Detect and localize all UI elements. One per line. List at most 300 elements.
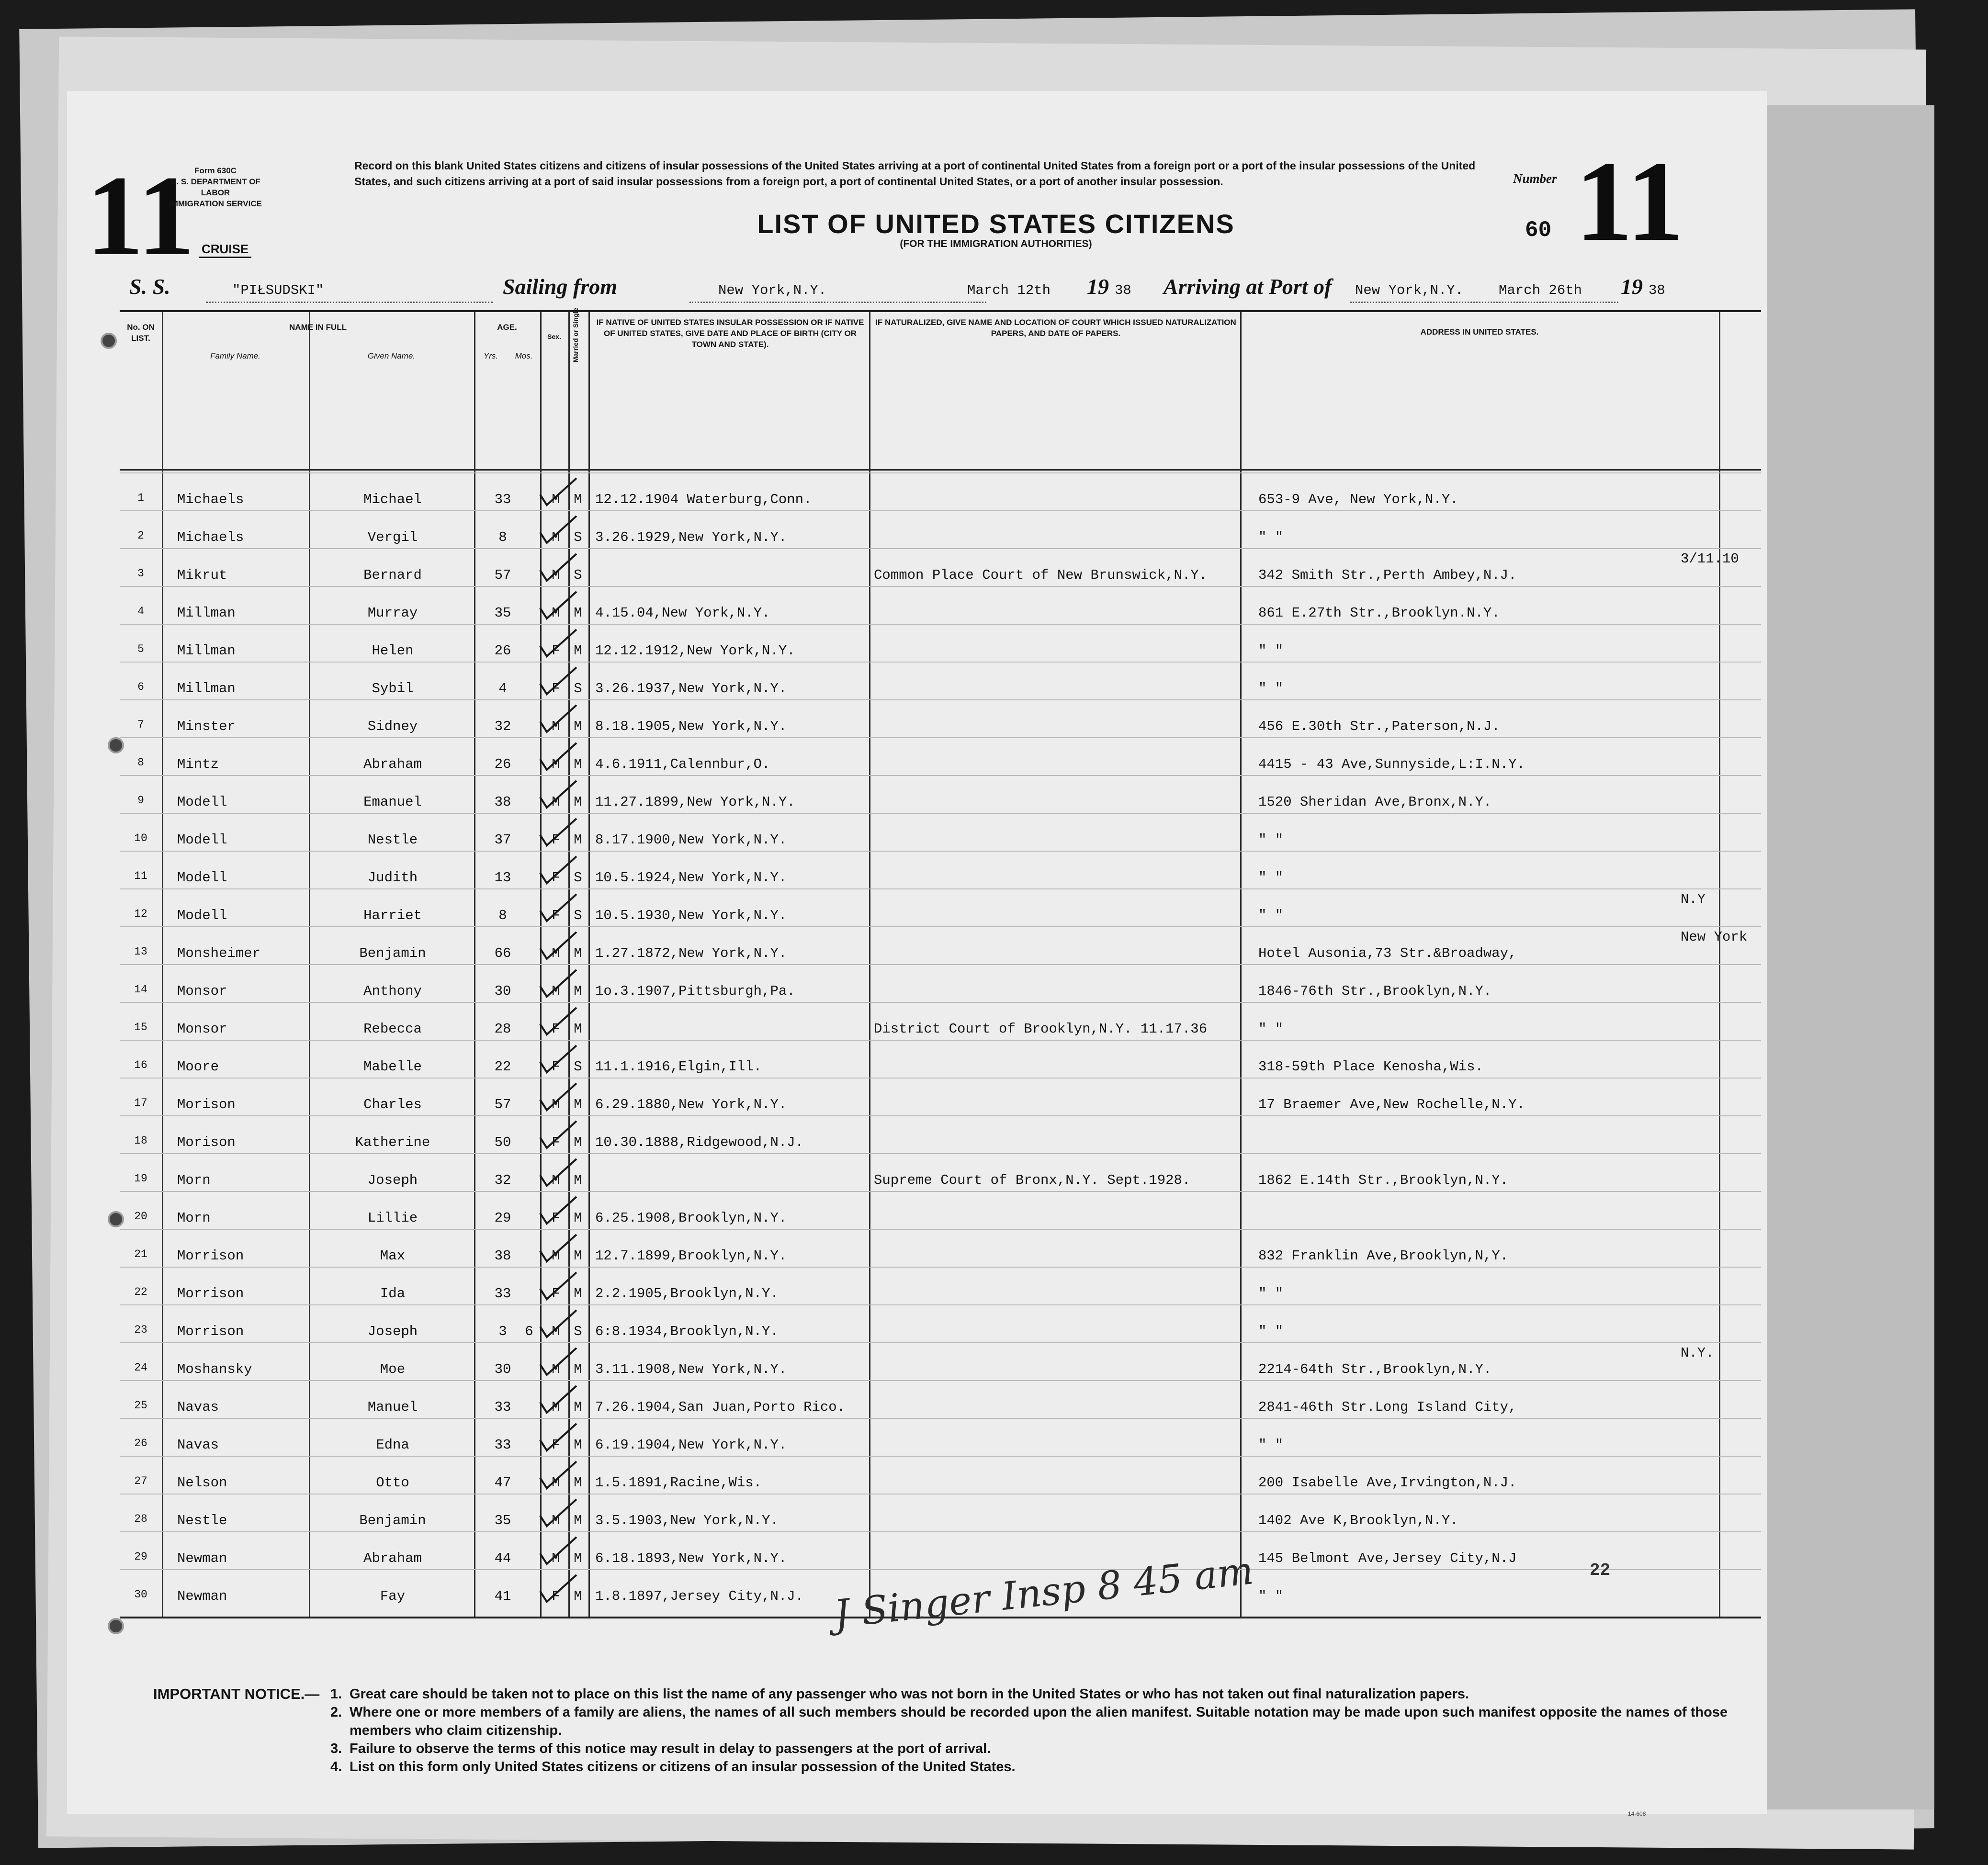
birth-info: 11.1.1916,Elgin,Ill.	[595, 1059, 762, 1075]
us-address: 342 Smith Str.,Perth Ambey,N.J.	[1258, 567, 1517, 583]
table-row	[120, 1380, 1761, 1418]
row-number: 8	[137, 756, 144, 769]
sex: M	[552, 794, 560, 810]
us-address: " "	[1258, 1021, 1284, 1037]
us-address: 861 E.27th Str.,Brooklyn.N.Y.	[1258, 605, 1500, 621]
age-years: 57	[494, 1097, 511, 1112]
given-name: Mabelle	[363, 1059, 422, 1075]
family-name: Navas	[177, 1399, 219, 1415]
sailing-date: March 12th	[967, 282, 1051, 298]
marital-status: M	[574, 1248, 582, 1264]
age-years: 41	[494, 1588, 511, 1604]
sex: M	[552, 1324, 560, 1339]
page-title: LIST OF UNITED STATES CITIZENS	[757, 209, 1235, 239]
table-row	[120, 1229, 1761, 1267]
notice-item-number: 1.	[330, 1686, 342, 1702]
given-name: Benjamin	[359, 945, 426, 961]
family-name: Michaels	[177, 529, 244, 545]
sex: M	[552, 719, 560, 734]
row-number: 10	[134, 832, 147, 844]
us-address: 1402 Ave K,Brooklyn,N.Y.	[1258, 1513, 1458, 1528]
table-row	[120, 1191, 1761, 1229]
birth-info: 10.5.1924,New York,N.Y.	[595, 870, 787, 886]
marital-status: M	[574, 1475, 582, 1491]
us-address: " "	[1258, 1324, 1284, 1339]
manifest-sheet	[67, 91, 1767, 1817]
birth-info: 7.26.1904,San Juan,Porto Rico.	[595, 1399, 846, 1415]
family-name: Moore	[177, 1059, 219, 1075]
family-name: Newman	[177, 1550, 227, 1566]
age-years: 38	[494, 794, 511, 810]
table-row	[120, 586, 1761, 624]
us-address: 2841-46th Str.Long Island City,	[1258, 1399, 1517, 1415]
table-row	[120, 1115, 1761, 1153]
sex: F	[552, 1286, 560, 1302]
given-name: Harriet	[363, 908, 422, 923]
given-name: Bernard	[363, 567, 422, 583]
passenger-table	[120, 307, 1761, 1618]
header-sex: Sex.	[547, 333, 561, 340]
table-row	[120, 548, 1761, 586]
us-address: 1846-76th Str.,Brooklyn,N.Y.	[1258, 983, 1492, 999]
table-row	[120, 1267, 1761, 1304]
margin-note: N.Y.	[1681, 1345, 1714, 1361]
family-name: Millman	[177, 681, 236, 697]
us-address: " "	[1258, 681, 1284, 697]
marital-status: M	[574, 983, 582, 999]
sailing-year-prefix: 19	[1087, 274, 1109, 299]
table-row	[120, 1342, 1761, 1380]
punch-hole	[108, 737, 124, 753]
age-years: 30	[494, 1361, 511, 1377]
row-number: 1	[137, 492, 144, 504]
table-row	[120, 1078, 1761, 1115]
age-years: 30	[494, 983, 511, 999]
birth-info: 1.5.1891,Racine,Wis.	[595, 1475, 762, 1491]
given-name: Edna	[376, 1437, 409, 1453]
sex: M	[552, 1172, 560, 1188]
marital-status: S	[574, 1059, 582, 1075]
notice-item	[330, 1685, 1762, 1703]
sex: M	[552, 1399, 560, 1415]
marital-status: M	[574, 1210, 582, 1226]
age-years: 33	[494, 492, 511, 507]
header-mos: Mos.	[515, 351, 533, 360]
age-years: 33	[494, 1286, 511, 1302]
us-address: " "	[1258, 908, 1284, 923]
row-number: 14	[134, 983, 147, 996]
table-row	[120, 699, 1761, 737]
sex: F	[552, 908, 560, 923]
tally-mark: 22	[1590, 1561, 1611, 1580]
family-name: Morison	[177, 1097, 236, 1112]
us-address: " "	[1258, 870, 1284, 886]
header-divider	[120, 469, 1761, 471]
given-name: Helen	[372, 643, 414, 659]
row-number: 19	[134, 1172, 147, 1185]
sex: F	[552, 1210, 560, 1226]
sailing-underline	[689, 302, 986, 303]
inspector-signature: J Singer Insp 8 45 am	[832, 1548, 1256, 1637]
given-name: Otto	[376, 1475, 409, 1491]
marital-status: S	[574, 529, 582, 545]
birth-info: 6:8.1934,Brooklyn,N.Y.	[595, 1324, 779, 1339]
birth-info: 3.26.1937,New York,N.Y.	[595, 681, 787, 697]
birth-info: 6.18.1893,New York,N.Y.	[595, 1550, 787, 1566]
marital-status: M	[574, 1588, 582, 1604]
row-number: 25	[134, 1399, 147, 1412]
family-name: Mikrut	[177, 567, 227, 583]
table-row	[120, 1153, 1761, 1191]
family-name: Moshansky	[177, 1361, 252, 1377]
given-name: Anthony	[363, 983, 422, 999]
form-code: 14-608	[1628, 1810, 1646, 1817]
given-name: Moe	[380, 1361, 406, 1377]
table-row	[120, 662, 1761, 699]
row-number: 9	[137, 794, 144, 807]
age-years: 66	[494, 945, 511, 961]
us-address: 1862 E.14th Str.,Brooklyn,N.Y.	[1258, 1172, 1509, 1188]
sex: M	[552, 756, 560, 772]
birth-info: 10.5.1930,New York,N.Y.	[595, 908, 787, 923]
marital-status: S	[574, 567, 582, 583]
marital-status: M	[574, 1550, 582, 1566]
us-address: 1520 Sheridan Ave,Bronx,N.Y.	[1258, 794, 1492, 810]
arriving-year: 38	[1649, 282, 1665, 298]
ss-label: S. S.	[129, 274, 170, 299]
margin-note: N.Y	[1681, 891, 1706, 907]
us-address: " "	[1258, 1437, 1284, 1453]
age-years: 13	[494, 870, 511, 886]
table-row	[120, 813, 1761, 851]
sex: F	[552, 1059, 560, 1075]
age-years: 38	[494, 1248, 511, 1264]
sex: M	[552, 1550, 560, 1566]
cruise-label: CRUISE	[199, 242, 251, 258]
table-row	[120, 1456, 1761, 1494]
row-number: 18	[134, 1135, 147, 1147]
family-name: Morison	[177, 1135, 236, 1150]
age-years: 44	[494, 1550, 511, 1566]
notice-item	[330, 1740, 1762, 1758]
marital-status: M	[574, 605, 582, 621]
page-subtitle: (FOR THE IMMIGRATION AUTHORITIES)	[900, 238, 1092, 249]
given-name: Sybil	[372, 681, 414, 697]
notice-item	[330, 1703, 1762, 1740]
age-years: 26	[494, 643, 511, 659]
age-years: 8	[498, 908, 507, 923]
table-row	[120, 851, 1761, 888]
table-row	[120, 888, 1761, 926]
age-years: 28	[494, 1021, 511, 1037]
family-name: Navas	[177, 1437, 219, 1453]
sex: M	[552, 1513, 560, 1528]
marital-status: M	[574, 492, 582, 507]
given-name: Abraham	[363, 756, 422, 772]
age-years: 8	[498, 529, 507, 545]
arriving-underline	[1350, 302, 1618, 303]
table-row	[120, 775, 1761, 813]
us-address: " "	[1258, 643, 1284, 659]
punch-hole	[101, 333, 117, 349]
punch-hole	[108, 1618, 124, 1634]
age-years: 37	[494, 832, 511, 848]
given-name: Emanuel	[363, 794, 422, 810]
family-name: Millman	[177, 605, 236, 621]
sex: F	[552, 1437, 560, 1453]
row-number: 26	[134, 1437, 147, 1449]
us-address: 4415 - 43 Ave,Sunnyside,L:I.N.Y.	[1258, 756, 1525, 772]
header-birth: IF NATIVE OF UNITED STATES INSULAR POSSESSION OR IF NATIVE OF UNITED STATES, GIVE DATE AND PLACE OF BIRTH (CITY OR TOWN AND STATE).	[596, 318, 864, 349]
family-name: Monsor	[177, 983, 227, 999]
header-no-on-list: No. ON LIST.	[127, 323, 155, 343]
table-row	[120, 624, 1761, 662]
us-address: 318-59th Place Kenosha,Wis.	[1258, 1059, 1483, 1075]
sex: F	[552, 1135, 560, 1150]
row-number: 15	[134, 1021, 147, 1034]
marital-status: S	[574, 681, 582, 697]
birth-info: 1.8.1897,Jersey City,N.J.	[595, 1588, 804, 1604]
row-number: 11	[134, 870, 147, 882]
sheet-mark-right: 11	[1575, 137, 1684, 265]
header-naturalized: IF NATURALIZED, GIVE NAME AND LOCATION OF COURT WHICH ISSUED NATURALIZATION PAPERS, AND DATE OF PAPERS.	[875, 318, 1236, 338]
sex: M	[552, 1097, 560, 1112]
table-row	[120, 1040, 1761, 1078]
row-number: 20	[134, 1210, 147, 1223]
us-address: 200 Isabelle Ave,Irvington,N.J.	[1258, 1475, 1517, 1491]
us-address: 653-9 Ave, New York,N.Y.	[1258, 492, 1458, 507]
family-name: Newman	[177, 1588, 227, 1604]
birth-info: 1.27.1872,New York,N.Y.	[595, 945, 787, 961]
naturalization-info: District Court of Brooklyn,N.Y. 11.17.36	[874, 1021, 1208, 1037]
table-row	[120, 737, 1761, 775]
birth-info: 12.12.1904 Waterburg,Conn.	[595, 492, 812, 507]
notice-item-text: Failure to observe the terms of this notice may result in delay to passengers at the port of arrival.	[350, 1741, 991, 1756]
header-family-name: Family Name.	[210, 351, 260, 360]
marital-status: S	[574, 1324, 582, 1339]
notice-items	[330, 1685, 1762, 1776]
row-number: 29	[134, 1550, 147, 1563]
sex: M	[552, 1361, 560, 1377]
table-row	[120, 1418, 1761, 1456]
notice-item-number: 4.	[330, 1759, 342, 1775]
sex: F	[552, 681, 560, 697]
family-name: Monsheimer	[177, 945, 261, 961]
age-years: 47	[494, 1475, 511, 1491]
marital-status: M	[574, 643, 582, 659]
age-years: 33	[494, 1437, 511, 1453]
sailing-label: Sailing from	[503, 274, 618, 299]
marital-status: M	[574, 1513, 582, 1528]
birth-info: 6.25.1908,Brooklyn,N.Y.	[595, 1210, 787, 1226]
sex: F	[552, 643, 560, 659]
family-name: Michaels	[177, 492, 244, 507]
family-name: Nestle	[177, 1513, 227, 1528]
form-number: Form 630C	[194, 166, 237, 175]
sailing-from: New York,N.Y.	[718, 282, 827, 298]
given-name: Benjamin	[359, 1513, 426, 1528]
sex: M	[552, 605, 560, 621]
table-row	[120, 1494, 1761, 1531]
row-number: 22	[134, 1286, 147, 1298]
table-row	[120, 510, 1761, 548]
family-name: Morrison	[177, 1324, 244, 1339]
row-number: 17	[134, 1097, 147, 1109]
birth-info: 12.12.1912,New York,N.Y.	[595, 643, 795, 659]
age-years: 35	[494, 605, 511, 621]
birth-info: 3.26.1929,New York,N.Y.	[595, 529, 787, 545]
arriving-port: New York,N.Y.	[1355, 282, 1464, 298]
voyage-line	[129, 268, 1757, 306]
age-years: 32	[494, 1172, 511, 1188]
given-name: Vergil	[367, 529, 418, 545]
header-given-name: Given Name.	[367, 351, 416, 360]
family-name: Morrison	[177, 1286, 244, 1302]
us-address: 456 E.30th Str.,Paterson,N.J.	[1258, 719, 1500, 734]
arriving-label: Arriving at Port of	[1163, 274, 1332, 299]
family-name: Modell	[177, 908, 227, 923]
row-number: 30	[134, 1588, 147, 1601]
marital-status: M	[574, 1021, 582, 1037]
service-name: IMMIGRATION SERVICE	[169, 199, 262, 208]
sex: F	[552, 870, 560, 886]
row-number: 7	[137, 719, 144, 731]
age-years: 57	[494, 567, 511, 583]
birth-info: 6.19.1904,New York,N.Y.	[595, 1437, 787, 1453]
age-years: 35	[494, 1513, 511, 1528]
family-name: Modell	[177, 870, 227, 886]
given-name: Lillie	[367, 1210, 418, 1226]
given-name: Abraham	[363, 1550, 422, 1566]
us-address: " "	[1258, 1588, 1284, 1604]
notice-item-text: List on this form only United States citizens or citizens of an insular possession of the United States.	[350, 1759, 1016, 1775]
table-row	[120, 964, 1761, 1002]
margin-note: 3/11.10	[1681, 551, 1739, 567]
marital-status: M	[574, 756, 582, 772]
birth-info: 1o.3.1907,Pittsburgh,Pa.	[595, 983, 795, 999]
sex: F	[552, 1021, 560, 1037]
row-number: 23	[134, 1324, 147, 1336]
family-name: Nelson	[177, 1475, 227, 1491]
marital-status: M	[574, 1097, 582, 1112]
sex: M	[552, 983, 560, 999]
family-name: Mintz	[177, 756, 219, 772]
header-age: AGE.	[497, 323, 517, 332]
age-years: 4	[498, 681, 507, 697]
given-name: Joseph	[367, 1324, 418, 1339]
us-address: " "	[1258, 529, 1284, 545]
given-name: Joseph	[367, 1172, 418, 1188]
age-years: 33	[494, 1399, 511, 1415]
marital-status: M	[574, 945, 582, 961]
birth-info: 8.17.1900,New York,N.Y.	[595, 832, 787, 848]
row-number: 4	[137, 605, 144, 618]
us-address: " "	[1258, 1286, 1284, 1302]
sex: M	[552, 1475, 560, 1491]
arriving-date: March 26th	[1499, 282, 1582, 298]
table-row	[120, 1002, 1761, 1040]
age-years: 26	[494, 756, 511, 772]
marital-status: S	[574, 870, 582, 886]
given-name: Fay	[380, 1588, 406, 1604]
birth-info: 8.18.1905,New York,N.Y.	[595, 719, 787, 734]
given-name: Manuel	[367, 1399, 418, 1415]
family-name: Morn	[177, 1210, 211, 1226]
table-row	[120, 1531, 1761, 1569]
given-name: Max	[380, 1248, 406, 1264]
marital-status: M	[574, 1172, 582, 1188]
marital-status: M	[574, 1399, 582, 1415]
table-row	[120, 1304, 1761, 1342]
naturalization-info: Supreme Court of Bronx,N.Y. Sept.1928.	[874, 1172, 1191, 1188]
sex: M	[552, 945, 560, 961]
sheet-mark-left: 11	[86, 152, 195, 279]
row-number: 24	[134, 1361, 147, 1374]
given-name: Rebecca	[363, 1021, 422, 1037]
family-name: Modell	[177, 794, 227, 810]
family-name: Morrison	[177, 1248, 244, 1264]
number-label: Number	[1513, 171, 1557, 186]
marital-status: M	[574, 1361, 582, 1377]
table-row	[120, 472, 1761, 510]
birth-info: 3.5.1903,New York,N.Y.	[595, 1513, 779, 1528]
header-married-or-single: Married or Single	[572, 307, 580, 363]
age-years: 3	[498, 1324, 507, 1339]
ship-underline	[206, 302, 493, 303]
sex: M	[552, 492, 560, 507]
birth-info: 12.7.1899,Brooklyn,N.Y.	[595, 1248, 787, 1264]
family-name: Monsor	[177, 1021, 227, 1037]
us-address: 832 Franklin Ave,Brooklyn,N,Y.	[1258, 1248, 1509, 1264]
family-name: Morn	[177, 1172, 211, 1188]
notice-item-number: 3.	[330, 1741, 342, 1756]
row-number: 6	[137, 681, 144, 693]
notice-item-text: Where one or more members of a family are aliens, the names of all such members should be recorded upon the alien manifest. Suitable notation may be made upon such manifest opposite the names of those members who claim citizenship.	[350, 1705, 1728, 1738]
family-name: Minster	[177, 719, 236, 734]
marital-status: M	[574, 1135, 582, 1150]
row-number: 21	[134, 1248, 147, 1260]
intro-text: Record on this blank United States citizens and citizens of insular possessions of the United States arriving at a port of continental United States from a foreign port or a port of the insular possessions of the United States, and such citizens arriving at a port of said insular possessions from a foreign port, a port of continental United States, or a port of another insular possession.	[354, 159, 1476, 188]
notice-item-text: Great care should be taken not to place on this list the name of any passenger who was not born in the United States or who has not taken out final naturalization papers.	[350, 1686, 1469, 1702]
marital-status: M	[574, 719, 582, 734]
row-number: 12	[134, 908, 147, 920]
age-years: 29	[494, 1210, 511, 1226]
given-name: Charles	[363, 1097, 422, 1112]
row-number: 13	[134, 945, 147, 958]
us-address: 145 Belmont Ave,Jersey City,N.J	[1258, 1550, 1517, 1566]
ship-name: "PIŁSUDSKI"	[232, 282, 324, 298]
us-address: " "	[1258, 832, 1284, 848]
given-name: Murray	[367, 605, 418, 621]
department-name: U. S. DEPARTMENT OF LABOR	[170, 177, 260, 197]
age-months: 6	[525, 1324, 533, 1339]
birth-info: 3.11.1908,New York,N.Y.	[595, 1361, 787, 1377]
birth-info: 11.27.1899,New York,N.Y.	[595, 794, 795, 810]
header-name-in-full: NAME IN FULL	[289, 323, 347, 332]
given-name: Katherine	[355, 1135, 430, 1150]
birth-info: 2.2.1905,Brooklyn,N.Y.	[595, 1286, 779, 1302]
given-name: Ida	[380, 1286, 406, 1302]
age-years: 22	[494, 1059, 511, 1075]
number-value: 60	[1525, 218, 1552, 243]
marital-status: M	[574, 832, 582, 848]
age-years: 32	[494, 719, 511, 734]
form-identification	[165, 165, 266, 209]
header-yrs: Yrs.	[483, 351, 498, 360]
row-number: 28	[134, 1513, 147, 1525]
marital-status: M	[574, 1437, 582, 1453]
margin-note: New York	[1681, 929, 1748, 945]
